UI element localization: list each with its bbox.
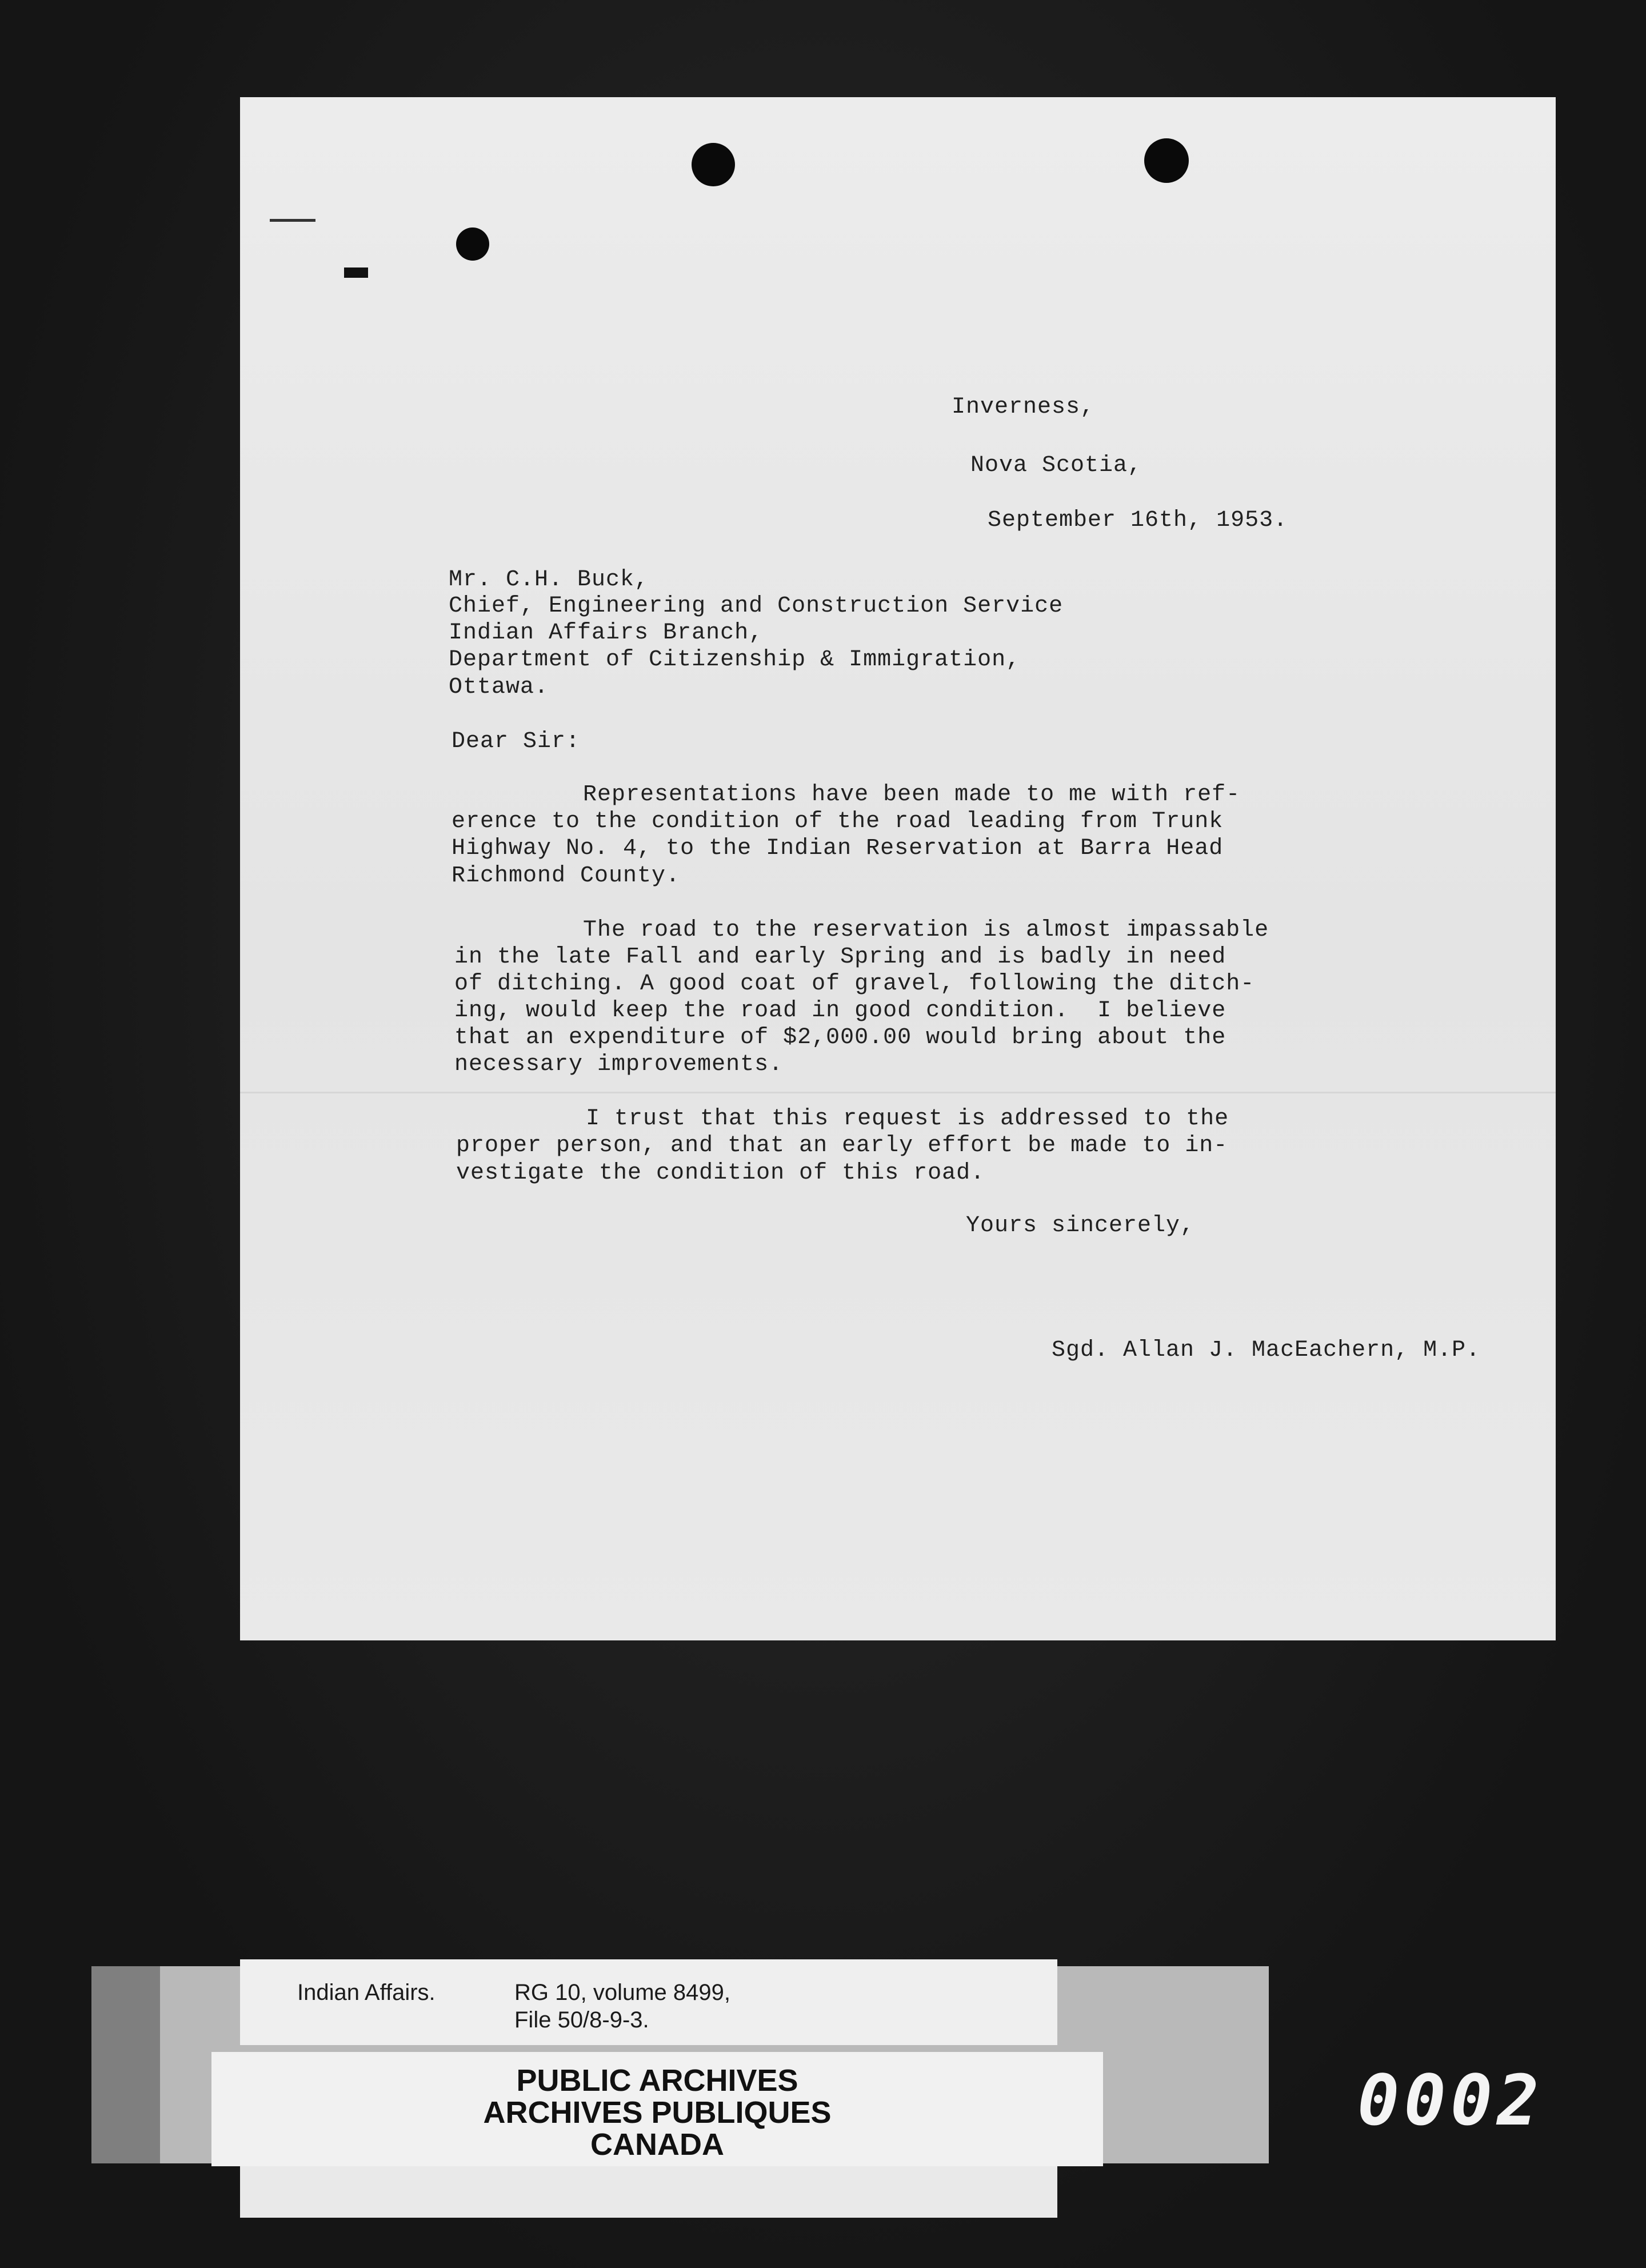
address-line-2: Nova Scotia, — [970, 453, 1142, 478]
archive-department: Indian Affairs. — [297, 1980, 436, 2005]
paragraph-2-line-5: that an expenditure of $2,000.00 would bring about the — [454, 1025, 1226, 1051]
stamp-line-1: PUBLIC ARCHIVES — [516, 2063, 798, 2098]
punch-hole-small — [456, 227, 489, 261]
archive-reference-line-1: RG 10, volume 8499, — [514, 1980, 730, 2005]
page-fold-line — [240, 1092, 1556, 1093]
recipient-line-3: Indian Affairs Branch, — [449, 620, 764, 646]
ink-mark — [344, 267, 368, 278]
archive-reference-line-2: File 50/8-9-3. — [514, 2007, 649, 2033]
signature-line: Sgd. Allan J. MacEachern, M.P. — [1052, 1337, 1481, 1363]
paragraph-1-line-4: Richmond County. — [452, 863, 681, 889]
paragraph-2-line-4: ing, would keep the road in good condition. I believe — [454, 998, 1226, 1024]
letter-date: September 16th, 1953. — [988, 508, 1288, 533]
stamp-line-2: ARCHIVES PUBLIQUES — [483, 2095, 832, 2130]
paragraph-2-line-6: necessary improvements. — [454, 1052, 784, 1077]
label-strip-edge — [91, 1966, 160, 2163]
frame-number: 0002 — [1357, 2060, 1544, 2141]
paragraph-1-line-2: erence to the condition of the road leading from Trunk — [452, 809, 1224, 834]
stamp-line-3: CANADA — [590, 2127, 724, 2162]
archive-reference-card — [240, 1959, 1057, 2045]
paragraph-3-line-1: I trust that this request is addressed to the — [586, 1106, 1229, 1132]
recipient-line-4: Department of Citizenship & Immigration, — [449, 647, 1021, 673]
paragraph-1-line-3: Highway No. 4, to the Indian Reservation at Barra Head — [452, 836, 1224, 861]
public-archives-stamp — [211, 2052, 1103, 2166]
recipient-line-1: Mr. C.H. Buck, — [449, 567, 649, 593]
letter-page — [240, 97, 1556, 1640]
punch-hole-left — [692, 143, 735, 186]
paragraph-2-line-1: The road to the reservation is almost impassable — [583, 917, 1269, 943]
paragraph-3-line-2: proper person, and that an early effort be made to in- — [456, 1133, 1228, 1159]
closing: Yours sincerely, — [966, 1213, 1195, 1239]
paragraph-2-line-3: of ditching. A good coat of gravel, following the ditch- — [454, 971, 1255, 997]
paragraph-1-line-1: Representations have been made to me with ref- — [583, 782, 1241, 808]
salutation: Dear Sir: — [452, 729, 581, 754]
recipient-line-2: Chief, Engineering and Construction Service — [449, 593, 1064, 619]
ink-dash — [270, 219, 315, 222]
address-line-1: Inverness, — [952, 394, 1095, 420]
punch-hole-right — [1144, 138, 1189, 183]
recipient-line-5: Ottawa. — [449, 674, 549, 700]
paragraph-3-line-3: vestigate the condition of this road. — [456, 1160, 985, 1186]
paragraph-2-line-2: in the late Fall and early Spring and is badly in need — [454, 944, 1226, 970]
label-lower-strip — [240, 2166, 1057, 2218]
